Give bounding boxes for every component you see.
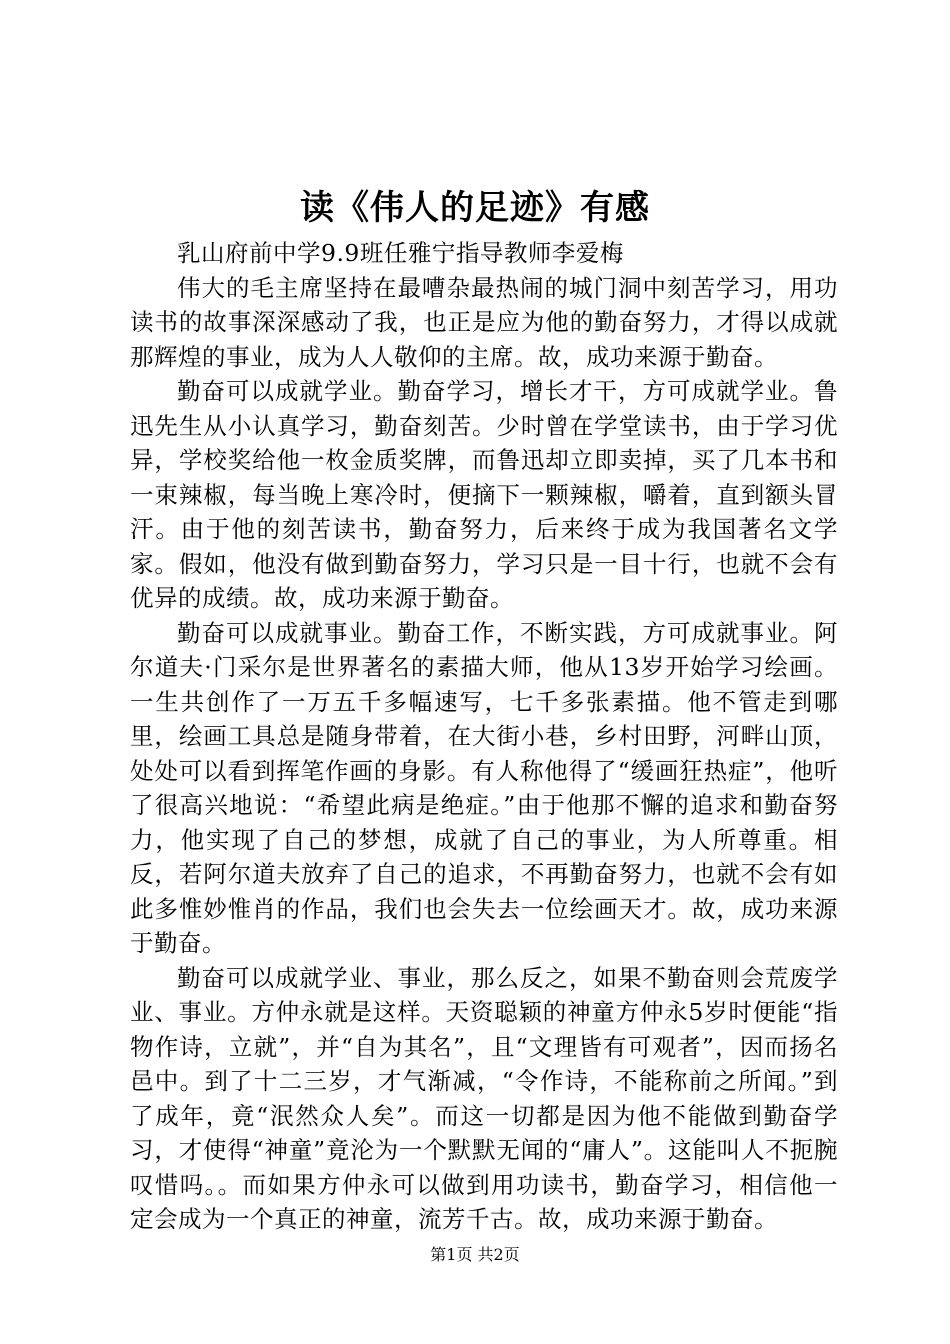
page-footer: 第1页 共2页 [430, 1245, 520, 1264]
document-title: 读《伟人的足迹》有感 [300, 188, 650, 228]
paragraph-4: 勤奋可以成就学业、事业，那么反之，如果不勤奋则会荒废学业、事业。方仲永就是这样。天资聪颖的神童方仲永5岁时便能“指物作诗，立就”，并“自为其名”，且“文理皆有可观者”，因而扬名邑中。到了十二三岁，才气渐减，“令作诗，不能称前之所闻。”到了成年，竟“泯然众人矣”。而这一切都是因为他不能做到勤奋学习，才使得“神童”竟沦为一个默默无闻的“庸人”。这能叫人不扼腕叹惜吗。。而如果方仲永可以做到用功读书，勤奋学习，相信他一定会成为一个真正的神童，流芳千古。故，成功来源于勤奋。 [130, 963, 838, 1233]
paragraph-3: 勤奋可以成就事业。勤奋工作，不断实践，方可成就事业。阿尔道夫·门采尔是世界著名的素描大师，他从13岁开始学习绘画。一生共创作了一万五千多幅速写，七千多张素描。他不管走到哪里，绘画工具总是随身带着，在大街小巷，乡村田野，河畔山顶，处处可以看到挥笔作画的身影。有人称他得了“缓画狂热症”，他听了很高兴地说：“希望此病是绝症。”由于他那不懈的追求和勤奋努力，他实现了自己的梦想，成就了自己的事业，为人所尊重。相反，若阿尔道夫放弃了自己的追求，不再勤奋努力，也就不会有如此多惟妙惟肖的作品，我们也会失去一位绘画天才。故，成功来源于勤奋。 [130, 618, 838, 957]
byline: 乳山府前中学9.9班任雅宁指导教师李爱梅 [177, 239, 624, 267]
paragraph-2: 勤奋可以成就学业。勤奋学习，增长才干，方可成就学业。鲁迅先生从小认真学习，勤奋刻苦。少时曾在学堂读书，由于学习优异，学校奖给他一枚金质奖牌，而鲁迅却立即卖掉，买了几本书和一束辣椒，每当晚上寒冷时，便摘下一颗辣椒，嚼着，直到额头冒汗。由于他的刻苦读书，勤奋努力，后来终于成为我国著名文学家。假如，他没有做到勤奋努力，学习只是一目十行，也就不会有优异的成绩。故，成功来源于勤奋。 [130, 377, 838, 612]
paragraph-1: 伟大的毛主席坚持在最嘈杂最热闹的城门洞中刻苦学习，用功读书的故事深深感动了我，也正是应为他的勤奋努力，才得以成就那辉煌的事业，成为人人敬仰的主席。故，成功来源于勤奋。 [130, 273, 838, 371]
document-body [130, 236, 838, 1237]
